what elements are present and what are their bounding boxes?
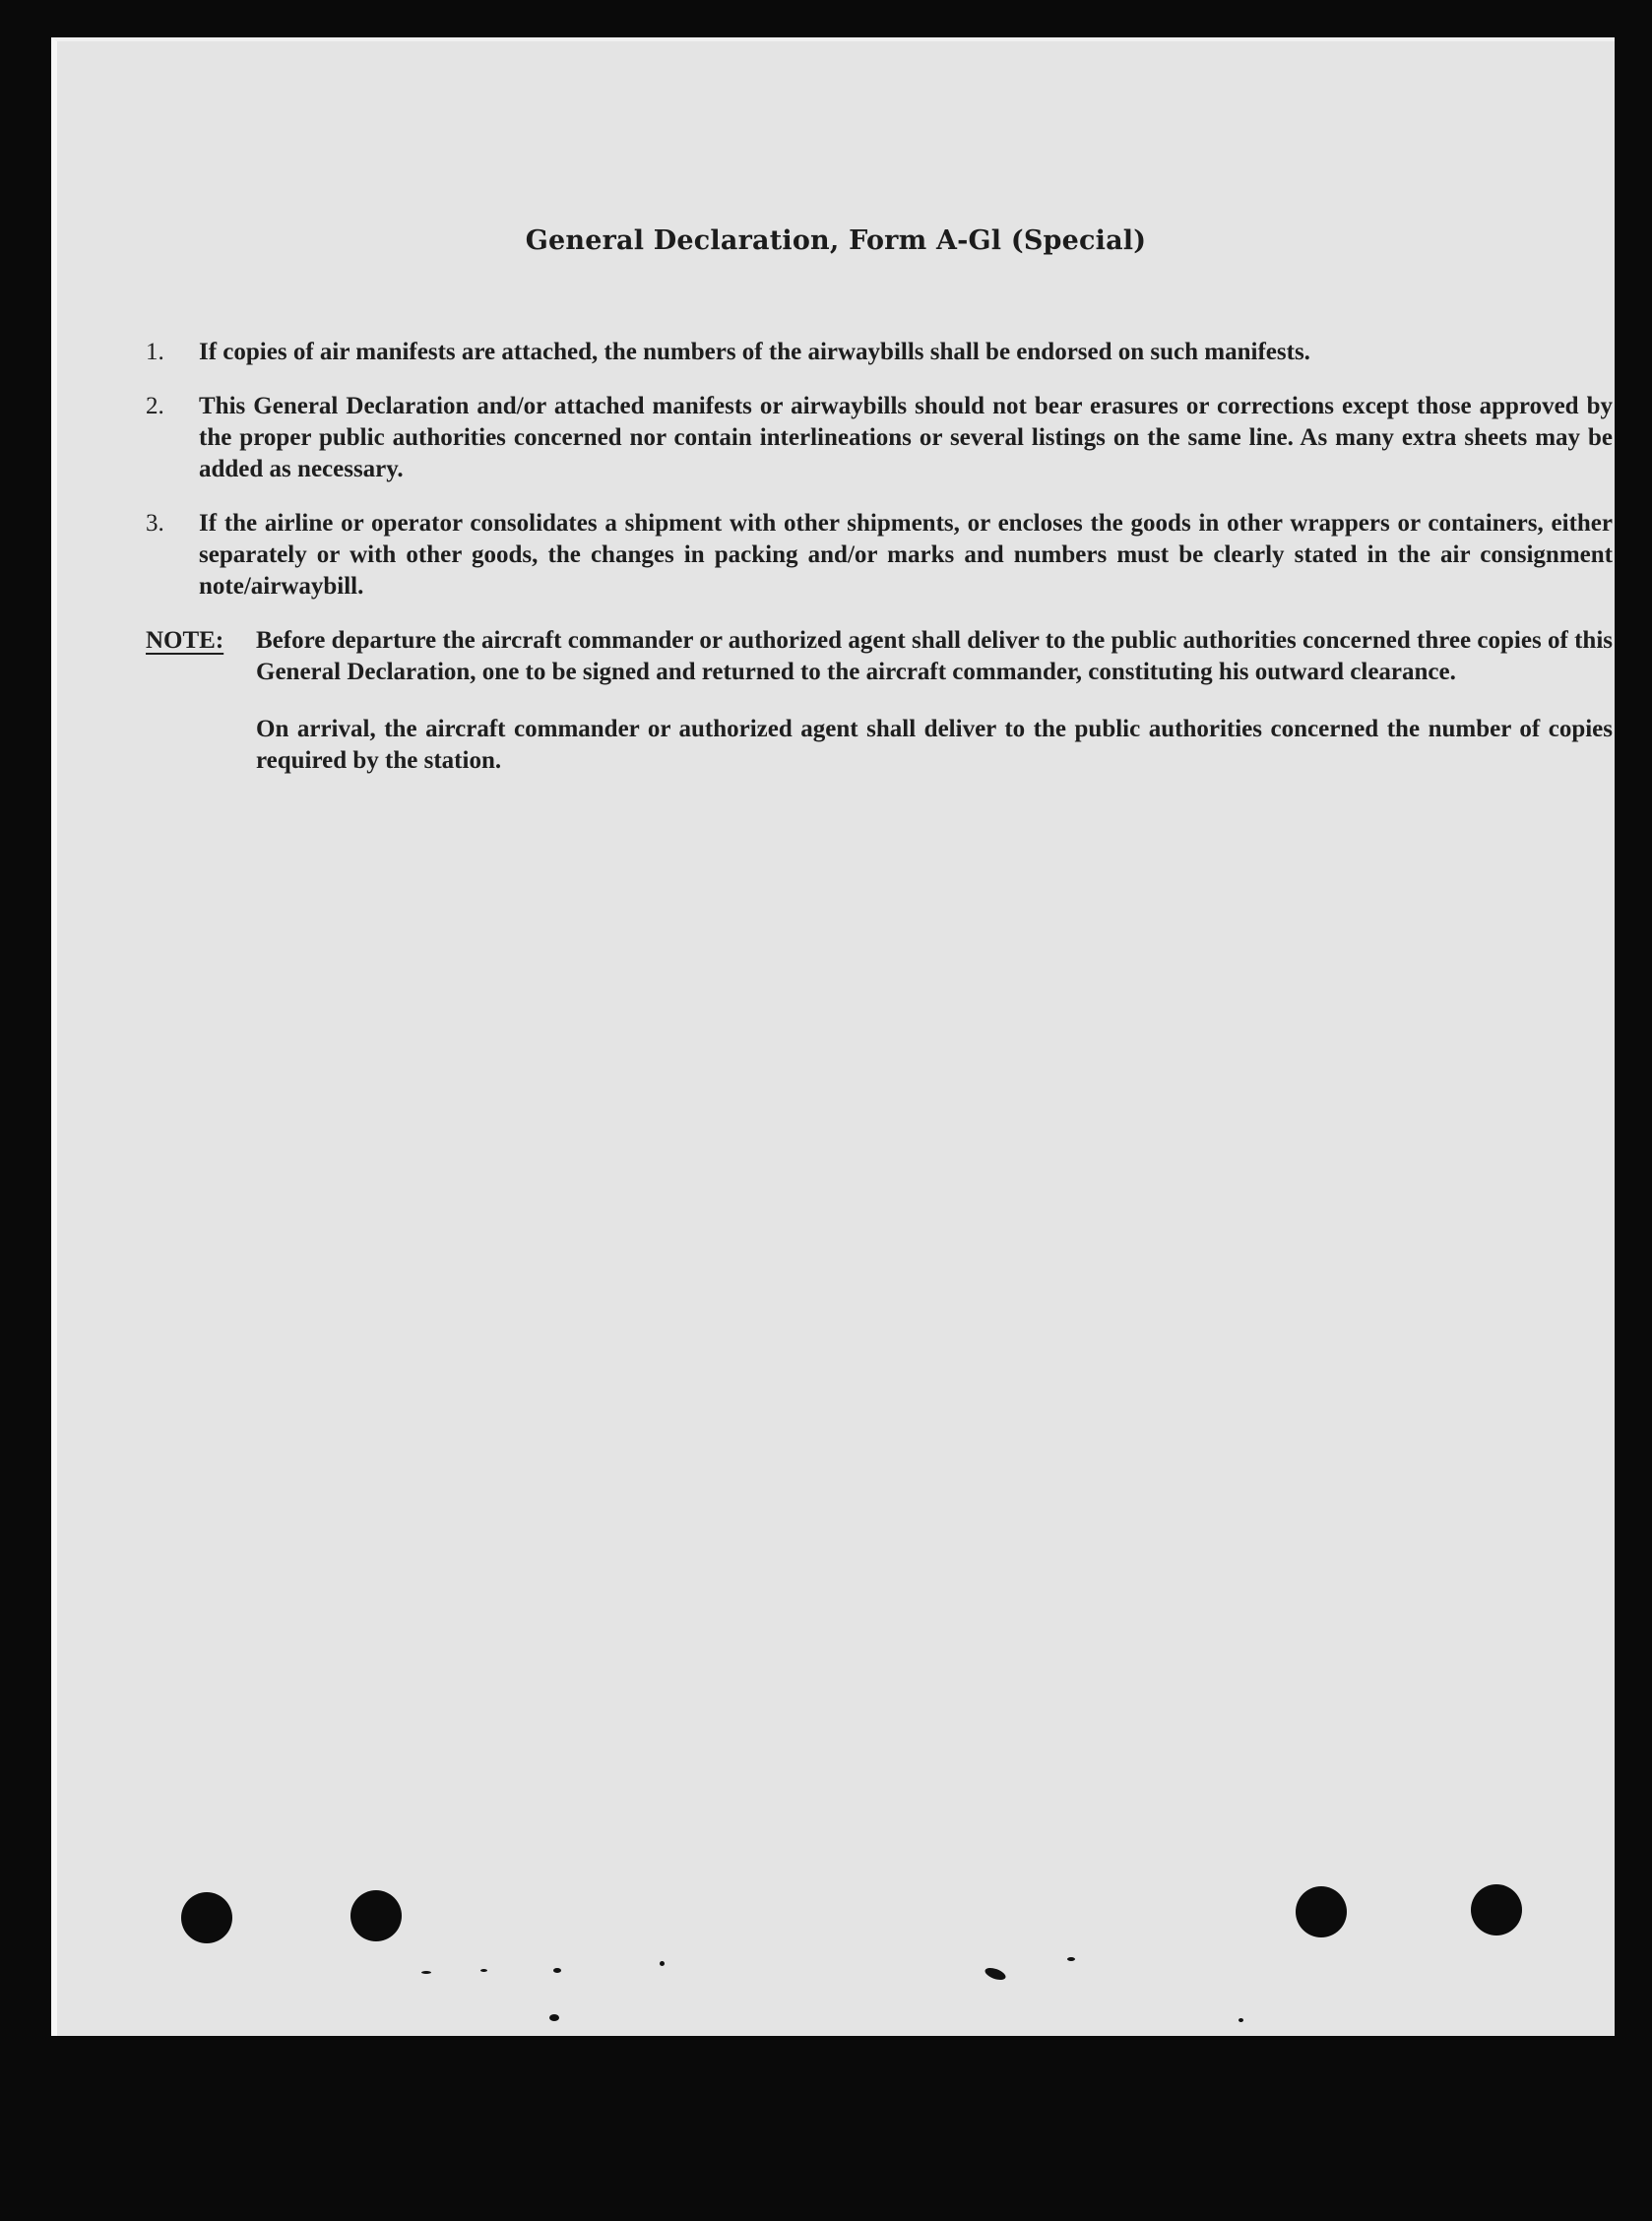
note-label: NOTE: xyxy=(146,627,224,654)
document-title: General Declaration, Form A-Gl (Special) xyxy=(525,225,1147,256)
instructions-list xyxy=(146,337,1613,802)
scan-speck xyxy=(1239,2018,1243,2022)
instruction-item-2 xyxy=(146,391,1613,485)
note-body xyxy=(256,625,1613,802)
punch-hole-icon xyxy=(350,1890,402,1941)
punch-hole-icon xyxy=(1471,1884,1522,1935)
item-number: 3. xyxy=(146,510,164,537)
instruction-item-3 xyxy=(146,508,1613,603)
scan-speck xyxy=(421,1971,431,1974)
item-text: If the airline or operator consolidates a shipment with other shipments, or encloses the goods in other wrappers or containers, either separately or with other goods, the changes in packing and/or marks and numbers must be clearly stated in the air consignment note/airwaybill. xyxy=(199,510,1613,600)
scan-speck xyxy=(1067,1957,1075,1961)
item-text: If copies of air manifests are attached, the numbers of the airwaybills shall be endorsed on such manifests. xyxy=(199,339,1310,365)
scan-speck xyxy=(549,2014,559,2021)
document-page xyxy=(51,37,1615,2036)
item-text: This General Declaration and/or attached manifests or airwaybills should not bear erasures or corrections except those approved by the proper public authorities concerned nor contain interlineations or several listings on the same line. As many extra sheets may be added as necessary. xyxy=(199,393,1613,482)
scan-speck xyxy=(984,1966,1007,1983)
scan-speck xyxy=(553,1968,561,1973)
scan-speck xyxy=(660,1961,665,1966)
note-section xyxy=(146,625,1613,802)
item-number: 2. xyxy=(146,393,164,419)
scan-speck xyxy=(480,1969,487,1972)
punch-hole-icon xyxy=(1296,1886,1347,1937)
punch-hole-icon xyxy=(181,1892,232,1943)
item-number: 1. xyxy=(146,339,164,365)
instruction-item-1 xyxy=(146,337,1613,368)
note-paragraph-1: Before departure the aircraft commander or authorized agent shall deliver to the public authorities concerned three copies of this General Declaration, one to be signed and returned to the aircraft commander, constituting his outward clearance. xyxy=(256,627,1613,685)
note-paragraph-2: On arrival, the aircraft commander or authorized agent shall deliver to the public authorities concerned the number of copies required by the station. xyxy=(256,716,1613,774)
